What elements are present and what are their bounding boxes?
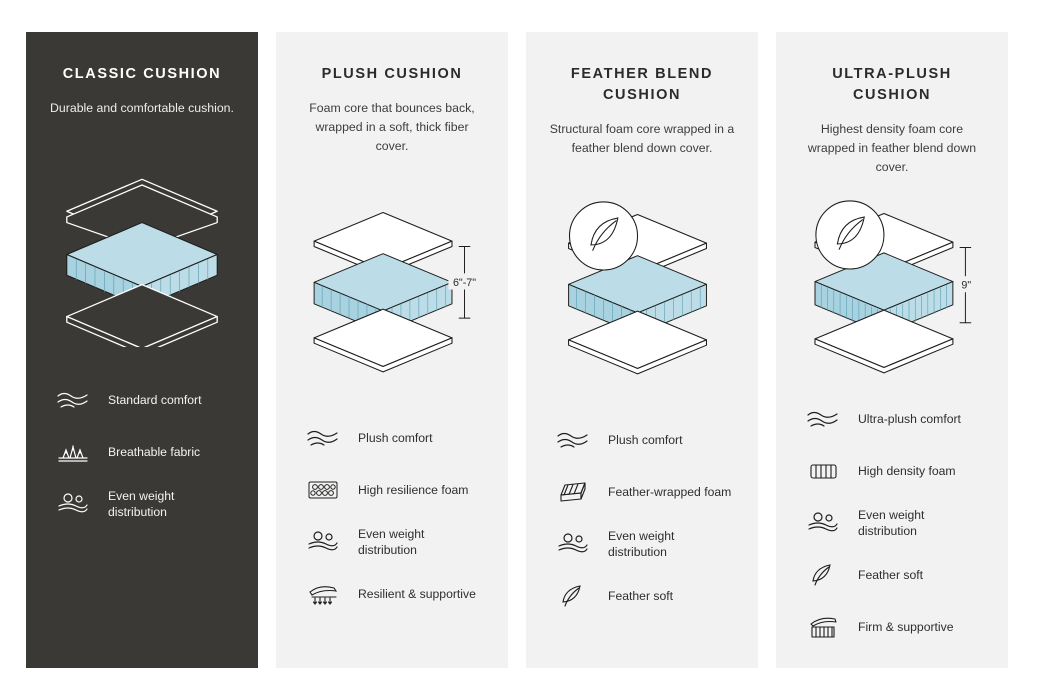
feature-item [298, 412, 486, 464]
feature-item [298, 464, 486, 516]
card-title: PLUSH CUSHION [321, 66, 463, 82]
feature-list [548, 414, 736, 622]
even-weight-icon [552, 529, 594, 559]
feature-item [798, 393, 986, 445]
feather-icon [552, 581, 594, 611]
feature-item [548, 414, 736, 466]
card-title: FEATHER BLEND CUSHION [570, 66, 714, 104]
feature-list [48, 374, 236, 530]
feature-item [48, 478, 236, 530]
waves-icon [552, 425, 594, 455]
feature-item [798, 445, 986, 497]
feature-item [298, 568, 486, 620]
card-title: ULTRA-PLUSH CUSHION [832, 66, 952, 104]
card-description: Highest density foam core wrapped in feather blend down cover. [807, 122, 977, 175]
feature-label: Even weight distribution [358, 527, 425, 558]
feature-label: Plush comfort [358, 431, 433, 446]
feature-label: Even weight distribution [608, 529, 675, 560]
product-card-classic-cushion[interactable] [26, 32, 258, 668]
leaf-badge-icon [569, 202, 637, 270]
leaf-badge-icon [816, 201, 884, 269]
dense-foam-icon [802, 456, 844, 486]
even-weight-icon [52, 489, 94, 519]
card-description: Durable and comfortable cushion. [50, 101, 234, 116]
cushion-layers-diagram [48, 122, 236, 372]
waves-icon [52, 385, 94, 415]
height-label: 6"-7" [452, 277, 477, 290]
firm-support-icon [802, 612, 844, 642]
feature-label: High resilience foam [358, 483, 469, 498]
feature-label: Even weight distribution [858, 508, 925, 539]
feature-label: Standard comfort [108, 393, 202, 408]
card-title: CLASSIC CUSHION [62, 66, 222, 82]
feature-label: Feather-wrapped foam [608, 485, 732, 500]
product-card-feather-blend-cushion[interactable] [526, 32, 758, 668]
feature-label: Resilient & supportive [358, 587, 476, 602]
feature-item [798, 549, 986, 601]
feature-label: High density foam [858, 464, 956, 479]
feature-item [48, 374, 236, 426]
wrapped-foam-block-icon [552, 477, 594, 507]
feature-label: Feather soft [858, 568, 924, 583]
feature-label: Feather soft [608, 589, 674, 604]
honeycomb-foam-icon [302, 475, 344, 505]
feature-item [548, 570, 736, 622]
feather-icon [802, 560, 844, 590]
feature-item [298, 516, 486, 568]
feature-label: Firm & supportive [858, 620, 954, 635]
feature-label: Plush comfort [608, 433, 683, 448]
even-weight-icon [802, 508, 844, 538]
feature-item [548, 466, 736, 518]
cushion-layers-diagram [298, 160, 486, 410]
resilient-support-icon [302, 579, 344, 609]
feature-item [798, 497, 986, 549]
card-description: Foam core that bounces back, wrapped in a soft, thick fiber cover. [309, 101, 475, 154]
feature-item [798, 601, 986, 653]
cushion-layers-diagram [798, 181, 986, 391]
height-label: 9" [961, 279, 972, 292]
feature-list [798, 393, 986, 653]
product-card-plush-cushion[interactable] [276, 32, 508, 668]
even-weight-icon [302, 527, 344, 557]
feature-label: Even weight distribution [108, 488, 175, 520]
feature-list [298, 412, 486, 620]
waves-icon [802, 404, 844, 434]
feature-label: Breathable fabric [108, 445, 201, 460]
breathable-fabric-icon [52, 437, 94, 467]
card-description: Structural foam core wrapped in a feather blend down cover. [549, 122, 735, 156]
feature-item [548, 518, 736, 570]
waves-icon [302, 423, 344, 453]
feature-item [48, 426, 236, 478]
product-card-ultra-plush-cushion[interactable] [776, 32, 1008, 668]
cushion-layers-diagram [548, 162, 736, 412]
feature-label: Ultra-plush comfort [858, 412, 961, 427]
